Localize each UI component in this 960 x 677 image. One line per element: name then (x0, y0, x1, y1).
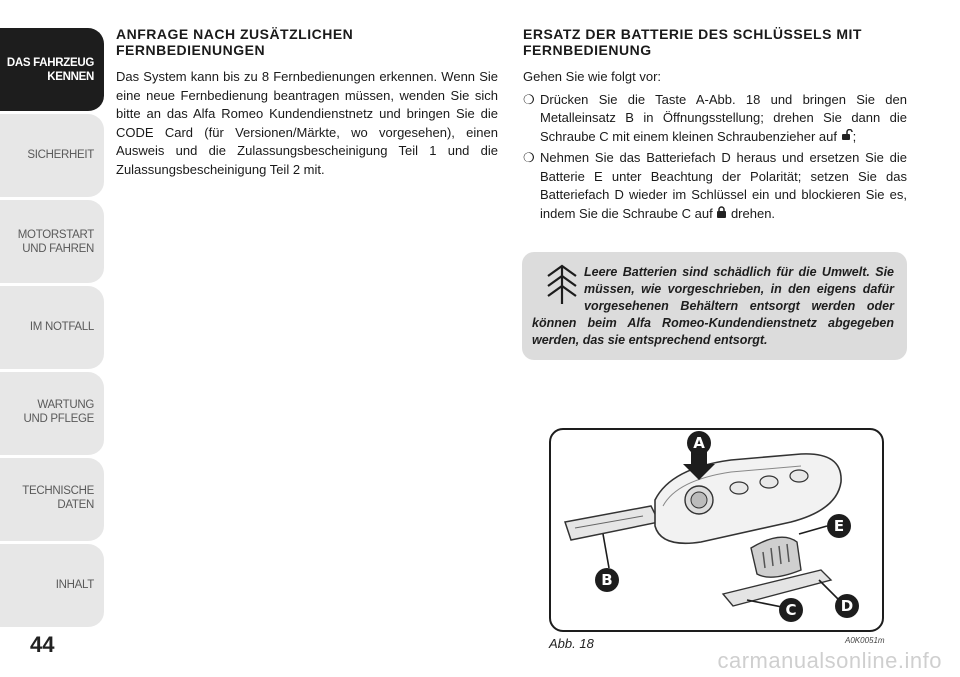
watermark: carmanualsonline.info (717, 648, 942, 673)
note-text-wrap (532, 264, 894, 349)
figure-code: A0K0051m (845, 636, 885, 645)
list-item (523, 91, 907, 147)
lock-icon (716, 205, 727, 224)
key-drawing (551, 430, 882, 630)
tab-im-notfall[interactable] (0, 286, 104, 370)
tab-label: SICHERHEIT (27, 149, 94, 161)
step-text: Nehmen Sie das Batteriefach D heraus und ersetzen Sie die Batterie E unter Beachtung der Polarität; setzen Sie das Batteriefach D wieder im Schlüssel ein und blockieren Sie es, indem Sie die Schraube C auf (540, 150, 907, 221)
bullet-icon: ❍ (523, 91, 535, 107)
callout-b: B (601, 571, 613, 589)
tab-label: DAS FAHRZEUG KENNEN (6, 57, 94, 83)
tab-inhalt[interactable] (0, 544, 104, 628)
right-column (523, 26, 907, 226)
tab-label: TECHNISCHE DATEN (22, 485, 94, 511)
tab-technische-daten[interactable] (0, 458, 104, 542)
section-heading-remote-request: ANFRAGE NACH ZUSÄTZLICHEN FERNBEDIENUNGEN (116, 26, 354, 58)
callout-e: E (833, 517, 845, 535)
section-heading-battery-replacement: ERSATZ DER BATTERIE DES SCHLÜSSELS MIT FERNBEDIENUNG (523, 26, 862, 58)
step-text-end: ; (852, 128, 857, 144)
step-text: Drücken Sie die Taste A-Abb. 18 und bringen Sie den Metalleinsatz B in Öffnungsstellung; drehen Sie dann die Schraube C mit einem kleinen Schraubenzieher auf (540, 91, 907, 144)
figure-caption: Abb. 18 (549, 636, 594, 651)
left-column (116, 26, 498, 179)
steps-list (523, 91, 907, 224)
tab-motorstart-und-fahren[interactable] (0, 200, 104, 284)
callout-a: A (693, 434, 705, 452)
list-item (523, 149, 907, 223)
page-number: 44 (30, 632, 55, 657)
step-text-end: drehen. (727, 205, 776, 221)
tab-sicherheit[interactable] (0, 114, 104, 198)
tab-das-fahrzeug-kennen[interactable] (0, 28, 104, 112)
tab-wartung-und-pflege[interactable] (0, 372, 104, 456)
callout-d: D (840, 597, 854, 615)
note-text: Leere Batterien sind schädlich für die Umwelt. Sie müssen, wie vorgeschrieben, in den eigens dafür vorgesehenen Behältern entsorgt werden oder können beim Alfa Romeo-Kundendienstnetz abgegeben werden, das sie entsprechend entsorgt. (532, 265, 894, 347)
tab-label: WARTUNG UND PFLEGE (23, 399, 94, 425)
bullet-icon: ❍ (523, 150, 535, 165)
unlock-icon (841, 128, 853, 147)
section-body-remote-request: Das System kann bis zu 8 Fernbedienungen erkennen. Wenn Sie eine neue Fernbedienung beantragen müssen, wenden Sie sich bitte an das Alfa Romeo Kundendienstnetz und bringen Sie die CODE Card (für Versionen/Märkte, wo vorgesehen), einen Ausweis und die Zulassungsbescheinigung Teil 1 und die Zulassungsbescheinigung Teil 2 mit. (116, 69, 498, 177)
steps-intro: Gehen Sie wie folgt vor: (523, 69, 662, 84)
key-illustration (549, 428, 884, 632)
tab-label: INHALT (55, 579, 94, 591)
callout-c: C (785, 601, 797, 619)
tab-label: MOTORSTART UND FAHREN (17, 229, 94, 255)
tab-label: IM NOTFALL (29, 321, 94, 333)
environment-note (522, 252, 907, 360)
